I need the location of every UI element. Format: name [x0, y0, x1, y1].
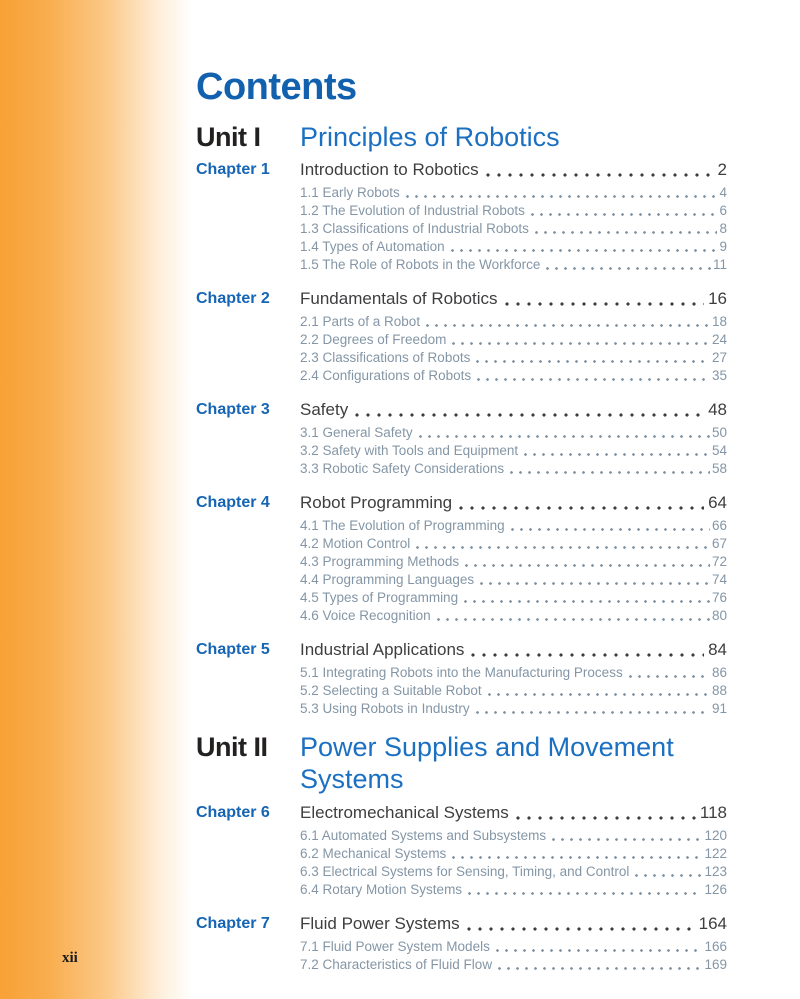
dot-leader — [471, 653, 704, 658]
dot-leader — [498, 967, 702, 971]
section-page-number: 35 — [711, 367, 727, 383]
dot-leader — [480, 582, 710, 586]
chapter-list — [196, 801, 727, 974]
section-entry — [300, 607, 727, 625]
dot-leader — [467, 927, 695, 932]
section-title: 3.3 Robotic Safety Considerations — [300, 460, 505, 476]
section-entry — [300, 367, 727, 385]
section-title: 4.5 Types of Programming — [300, 589, 459, 605]
section-page-number: 58 — [711, 460, 727, 476]
chapter-page-number: 84 — [708, 639, 727, 659]
section-title: 4.1 The Evolution of Programming — [300, 517, 505, 533]
section-title: 7.1 Fluid Power System Models — [300, 938, 490, 954]
section-entry — [300, 460, 727, 478]
chapter-title: Industrial Applications — [300, 639, 465, 659]
section-entry — [300, 238, 727, 256]
section-title: 2.1 Parts of a Robot — [300, 313, 421, 329]
section-page-number: 50 — [711, 424, 727, 440]
unit-heading-row — [196, 731, 727, 796]
section-title: 6.4 Rotary Motion Systems — [300, 881, 463, 897]
section-page-number: 120 — [704, 827, 727, 843]
section-page-number: 66 — [711, 517, 727, 533]
dot-leader — [437, 618, 710, 622]
dot-leader — [505, 302, 705, 307]
section-title: 1.3 Classifications of Industrial Robots — [300, 220, 529, 236]
chapter-label: Chapter 5 — [196, 640, 270, 658]
section-title: 6.1 Automated Systems and Subsystems — [300, 827, 547, 843]
section-title: 2.4 Configurations of Robots — [300, 367, 472, 383]
chapter-page-number: 64 — [708, 492, 727, 512]
section-title: 3.2 Safety with Tools and Equipment — [300, 442, 519, 458]
dot-leader — [511, 528, 710, 532]
chapter-entry — [196, 158, 727, 274]
chapter-title: Fundamentals of Robotics — [300, 288, 498, 308]
section-title: 7.2 Characteristics of Fluid Flow — [300, 956, 493, 972]
dot-leader — [476, 360, 710, 364]
chapter-label: Chapter 2 — [196, 289, 270, 307]
dot-leader — [635, 874, 702, 878]
section-title: 4.6 Voice Recognition — [300, 607, 431, 623]
section-list — [300, 827, 727, 899]
chapter-entry — [196, 491, 727, 625]
section-page-number: 166 — [704, 938, 727, 954]
section-entry — [300, 700, 727, 718]
section-entry — [300, 553, 727, 571]
chapter-title: Robot Programming — [300, 492, 453, 512]
section-entry — [300, 184, 727, 202]
section-entry — [300, 220, 727, 238]
dot-leader — [496, 949, 703, 953]
section-entry — [300, 571, 727, 589]
chapter-label: Chapter 1 — [196, 160, 270, 178]
section-entry — [300, 682, 727, 700]
section-page-number: 18 — [711, 313, 727, 329]
dot-leader — [546, 267, 711, 271]
chapter-entry — [196, 801, 727, 899]
section-entry — [300, 664, 727, 682]
unit-list — [196, 121, 727, 974]
dot-leader — [406, 195, 718, 199]
section-page-number: 122 — [704, 845, 727, 861]
dot-leader — [426, 324, 710, 328]
unit-title: Power Supplies and Movement Systems — [300, 731, 674, 795]
chapter-title-row — [300, 287, 727, 311]
section-entry — [300, 845, 727, 863]
section-page-number: 80 — [711, 607, 727, 623]
section-entry — [300, 881, 727, 899]
dot-leader — [355, 413, 704, 418]
dot-leader — [416, 546, 710, 550]
dot-leader — [464, 600, 710, 604]
section-title: 1.5 The Role of Robots in the Workforce — [300, 256, 541, 272]
chapter-entry — [196, 912, 727, 974]
chapter-title-row — [300, 158, 727, 182]
section-entry — [300, 442, 727, 460]
page-title: Contents — [196, 66, 357, 108]
section-page-number: 8 — [719, 220, 727, 236]
chapter-page-number: 48 — [708, 399, 727, 419]
chapter-title: Safety — [300, 399, 349, 419]
unit-title: Principles of Robotics — [300, 121, 560, 152]
section-title: 5.2 Selecting a Suitable Robot — [300, 682, 482, 698]
section-page-number: 11 — [712, 256, 727, 272]
unit — [196, 121, 727, 718]
chapter-page-number: 16 — [708, 288, 727, 308]
dot-leader — [552, 838, 702, 842]
chapter-title: Fluid Power Systems — [300, 913, 460, 933]
dot-leader — [477, 378, 710, 382]
section-entry — [300, 956, 727, 974]
dot-leader — [451, 249, 718, 253]
section-page-number: 88 — [711, 682, 727, 698]
section-page-number: 169 — [704, 956, 727, 972]
left-gradient-decoration — [0, 0, 192, 999]
dot-leader — [476, 711, 710, 715]
section-entry — [300, 535, 727, 553]
section-page-number: 27 — [711, 349, 727, 365]
chapter-title-row — [300, 912, 727, 936]
section-page-number: 76 — [711, 589, 727, 605]
section-entry — [300, 313, 727, 331]
section-title: 5.3 Using Robots in Industry — [300, 700, 470, 716]
section-page-number: 86 — [711, 664, 727, 680]
section-list — [300, 424, 727, 478]
page-number-folio: xii — [62, 950, 78, 966]
chapter-title-row — [300, 638, 727, 662]
chapter-title: Introduction to Robotics — [300, 159, 479, 179]
dot-leader — [535, 231, 718, 235]
chapter-heading-row — [196, 801, 727, 825]
section-title: 4.4 Programming Languages — [300, 571, 475, 587]
section-page-number: 4 — [719, 184, 727, 200]
dot-leader — [531, 213, 718, 217]
section-page-number: 67 — [711, 535, 727, 551]
unit-label: Unit II — [196, 731, 268, 762]
chapter-heading-row — [196, 158, 727, 182]
section-title: 4.2 Motion Control — [300, 535, 411, 551]
dot-leader — [465, 564, 710, 568]
dot-leader — [516, 816, 696, 821]
section-entry — [300, 863, 727, 881]
dot-leader — [524, 453, 710, 457]
section-page-number: 123 — [704, 863, 727, 879]
section-entry — [300, 424, 727, 442]
dot-leader — [452, 856, 702, 860]
section-title: 1.1 Early Robots — [300, 184, 400, 200]
chapter-page-number: 164 — [698, 913, 727, 933]
chapter-label: Chapter 6 — [196, 803, 270, 821]
chapter-list — [196, 158, 727, 718]
unit — [196, 731, 727, 974]
chapter-heading-row — [196, 638, 727, 662]
section-list — [300, 664, 727, 718]
chapter-title-row — [300, 801, 727, 825]
section-page-number: 54 — [711, 442, 727, 458]
section-entry — [300, 938, 727, 956]
section-title: 2.3 Classifications of Robots — [300, 349, 471, 365]
section-page-number: 9 — [719, 238, 727, 254]
dot-leader — [510, 471, 710, 475]
section-title: 6.2 Mechanical Systems — [300, 845, 447, 861]
section-title: 5.1 Integrating Robots into the Manufacturing Process — [300, 664, 623, 680]
dot-leader — [459, 506, 704, 511]
section-page-number: 126 — [704, 881, 727, 897]
section-title: 2.2 Degrees of Freedom — [300, 331, 447, 347]
section-page-number: 6 — [719, 202, 727, 218]
section-page-number: 74 — [711, 571, 727, 587]
section-page-number: 24 — [711, 331, 727, 347]
section-title: 1.2 The Evolution of Industrial Robots — [300, 202, 525, 218]
dot-leader — [629, 675, 710, 679]
section-entry — [300, 202, 727, 220]
section-entry — [300, 517, 727, 535]
chapter-label: Chapter 3 — [196, 400, 270, 418]
chapter-label: Chapter 4 — [196, 493, 270, 511]
chapter-heading-row — [196, 287, 727, 311]
section-entry — [300, 589, 727, 607]
section-entry — [300, 331, 727, 349]
table-of-contents — [196, 0, 727, 987]
chapter-title: Electromechanical Systems — [300, 802, 509, 822]
chapter-title-row — [300, 491, 727, 515]
section-list — [300, 517, 727, 625]
chapter-heading-row — [196, 491, 727, 515]
section-title: 4.3 Programming Methods — [300, 553, 460, 569]
section-page-number: 72 — [711, 553, 727, 569]
chapter-heading-row — [196, 912, 727, 936]
unit-heading-row — [196, 121, 727, 153]
chapter-entry — [196, 398, 727, 478]
chapter-entry — [196, 638, 727, 718]
section-entry — [300, 827, 727, 845]
section-entry — [300, 256, 727, 274]
section-title: 3.1 General Safety — [300, 424, 413, 440]
section-list — [300, 313, 727, 385]
chapter-page-number: 2 — [717, 159, 727, 179]
chapter-page-number: 118 — [699, 802, 727, 822]
unit-label: Unit I — [196, 121, 261, 152]
section-list — [300, 184, 727, 274]
dot-leader — [419, 435, 710, 439]
dot-leader — [486, 173, 714, 178]
chapter-entry — [196, 287, 727, 385]
section-list — [300, 938, 727, 974]
section-page-number: 91 — [711, 700, 727, 716]
dot-leader — [452, 342, 710, 346]
section-title: 6.3 Electrical Systems for Sensing, Timing, and Control — [300, 863, 630, 879]
section-entry — [300, 349, 727, 367]
section-title: 1.4 Types of Automation — [300, 238, 445, 254]
dot-leader — [468, 892, 702, 896]
chapter-heading-row — [196, 398, 727, 422]
dot-leader — [488, 693, 710, 697]
chapter-title-row — [300, 398, 727, 422]
chapter-label: Chapter 7 — [196, 914, 270, 932]
